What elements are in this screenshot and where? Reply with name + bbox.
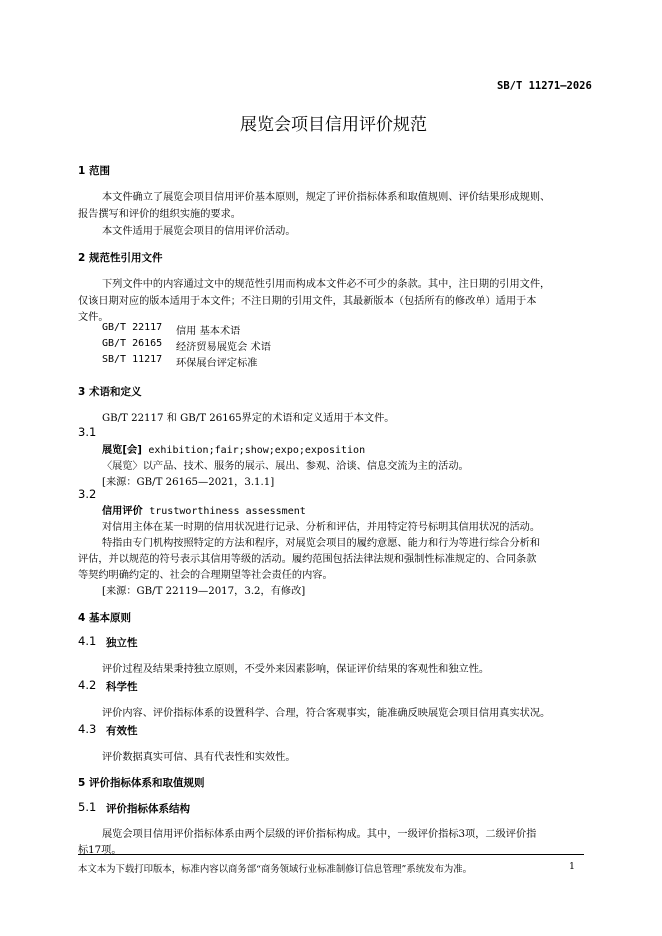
footer-notice: 本文本为下载打印版本，标准内容以商务部“商务领域行业标准制修订信息管理”系统发布为准。 (78, 864, 472, 875)
clause-4-1-title: 独立性 (106, 637, 138, 649)
clause-4-3-text: 评价数据真实可信、具有代表性和实效性。 (102, 752, 296, 763)
section-3-heading: 3 术语和定义 (78, 386, 142, 398)
clause-4-2-number: 4.2 (78, 678, 97, 692)
clause-5-1-text-cont: 标17项。 (78, 845, 122, 856)
ref-title: 环保展台评定标准 (176, 358, 258, 369)
term-3-2-source: [来源：GB/T 22119—2017，3.2，有修改] (102, 586, 306, 597)
page-number: 1 (569, 861, 575, 872)
section-3-intro: GB/T 22117 和 GB/T 26165界定的术语和定义适用于本文件。 (102, 413, 395, 424)
ref-title: 经济贸易展览会 术语 (176, 342, 271, 353)
clause-5-1-number: 5.1 (78, 800, 97, 814)
ref-code: SB/T 11217 (102, 354, 163, 365)
ref-title: 信用 基本术语 (176, 326, 241, 337)
term-3-2-note: 特指由专门机构按照特定的方法和程序，对展览会项目的履约意愿、能力和行为等进行综合分析和 (102, 538, 541, 549)
section-2-heading: 2 规范性引用文件 (78, 252, 163, 264)
clause-4-1-number: 4.1 (78, 634, 97, 648)
section-2-paragraph-cont-2: 文件。 (78, 312, 109, 323)
term-3-1-heading (102, 441, 365, 456)
ref-code: GB/T 22117 (102, 322, 163, 333)
section-1-paragraph-1: 本文件确立了展览会项目信用评价基本原则，规定了评价指标体系和取值规则、评价结果形成规则、 (102, 192, 551, 203)
section-1-heading: 1 范围 (78, 165, 110, 177)
term-3-1-definition: 〈展览〉以产品、技术、服务的展示、展出、参观、洽谈、信息交流为主的活动。 (102, 461, 469, 472)
section-5-heading: 5 评价指标体系和取值规则 (78, 777, 205, 789)
clause-4-1-text: 评价过程及结果秉持独立原则，不受外来因素影响，保证评价结果的客观性和独立性。 (102, 664, 490, 675)
ref-code: GB/T 26165 (102, 338, 163, 349)
clause-4-3-number: 4.3 (78, 722, 97, 736)
term-3-1-english: exhibition;fair;show;expo;exposition (148, 445, 366, 456)
term-3-1-chinese: 展览[会] (102, 445, 142, 456)
term-3-2-definition: 对信用主体在某一时期的信用状况进行记录、分析和评估，并用特定符号标明其信用状况的活动。 (102, 522, 541, 533)
clause-4-2-title: 科学性 (106, 681, 138, 693)
standard-number: SB/T 11271—2026 (497, 80, 592, 92)
term-3-2-english: trustworthiness assessment (149, 506, 306, 517)
document-title: 展览会项目信用评价规范 (240, 115, 427, 135)
section-2-paragraph: 下列文件中的内容通过文中的规范性引用而构成本文件必不可少的条款。其中，注日期的引用文件， (102, 279, 551, 290)
section-2-paragraph-cont-1: 仅该日期对应的版本适用于本文件；不注日期的引用文件，其最新版本（包括所有的修改单）适用于本 (78, 296, 537, 307)
clause-4-3-title: 有效性 (106, 725, 138, 737)
term-3-2-number: 3.2 (78, 487, 97, 501)
clause-5-1-text: 展览会项目信用评价指标体系由两个层级的评价指标构成。其中，一级评价指标3项，二级评价指 (102, 829, 537, 840)
term-3-1-source: [来源：GB/T 26165—2021，3.1.1] (102, 477, 275, 488)
term-3-2-note-cont-2: 等契约明确约定的、社会的合理期望等社会责任的内容。 (78, 570, 333, 581)
term-3-2-chinese: 信用评价 (102, 506, 143, 517)
clause-5-1-title: 评价指标体系结构 (106, 803, 190, 815)
term-3-1-number: 3.1 (78, 425, 97, 439)
section-4-heading: 4 基本原则 (78, 612, 131, 624)
footer-divider (78, 854, 584, 855)
section-1-paragraph-2: 本文件适用于展览会项目的信用评价活动。 (102, 226, 296, 237)
clause-4-2-text: 评价内容、评价指标体系的设置科学、合理，符合客观事实，能准确反映展览会项目信用真实状况。 (102, 708, 551, 719)
term-3-2-heading (102, 502, 306, 517)
section-1-paragraph-1-cont: 报告撰写和评价的组织实施的要求。 (78, 209, 241, 220)
term-3-2-note-cont-1: 评估，并以规范的符号表示其信用等级的活动。履约范围包括法律法规和强制性标准规定的、合同条款 (78, 554, 537, 565)
